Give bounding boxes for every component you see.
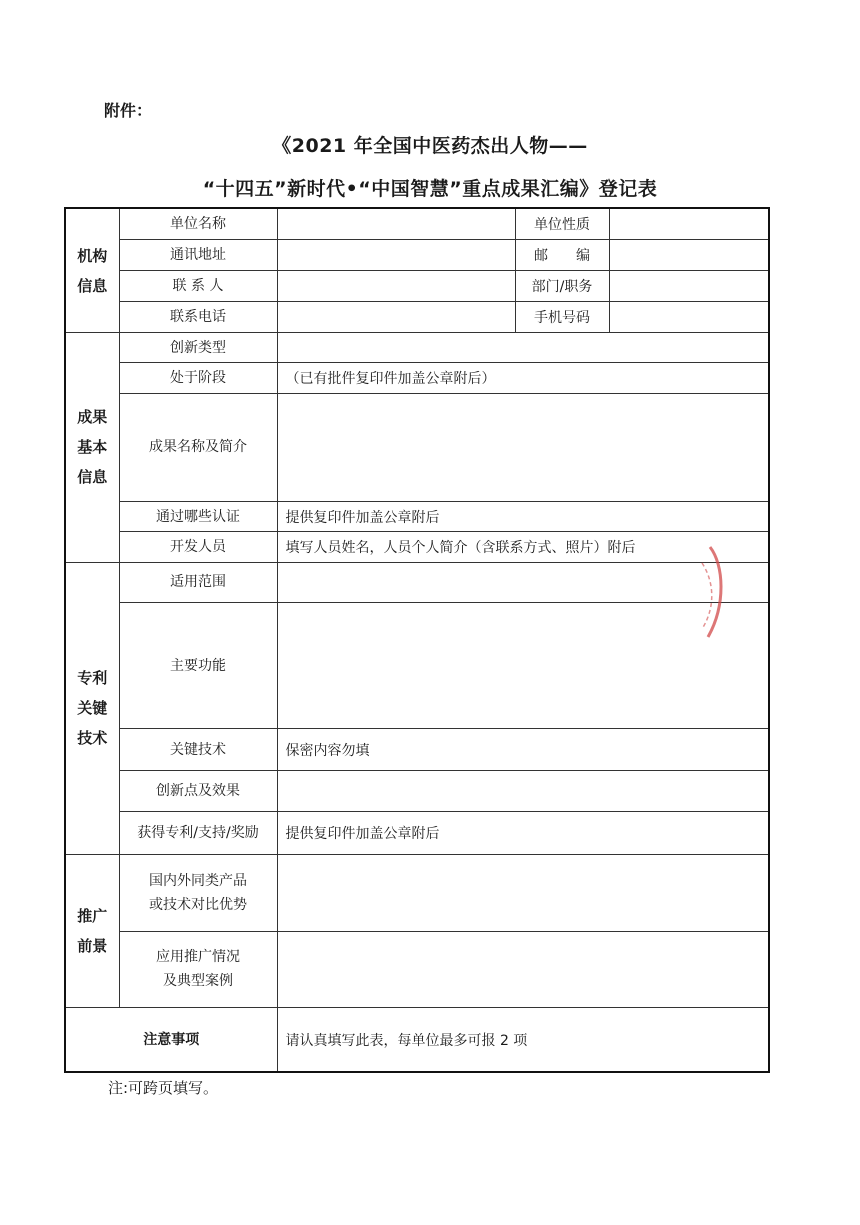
- patents-awards-label: 获得专利/支持/奖励: [119, 811, 277, 854]
- main-function-field[interactable]: [277, 602, 769, 729]
- table-row: [65, 855, 769, 931]
- innovation-effect-field[interactable]: [277, 770, 769, 811]
- section-basic-info: 成果 基本 信息: [65, 333, 119, 562]
- innovation-type-label: 创新类型: [119, 333, 277, 363]
- section-key-tech: 专利 关键 技术: [65, 562, 119, 855]
- table-row: [65, 602, 769, 729]
- address-field[interactable]: [277, 239, 515, 270]
- comparison-field[interactable]: [277, 855, 769, 931]
- postcode-label: 邮 编: [515, 239, 609, 270]
- innovation-effect-label: 创新点及效果: [119, 770, 277, 811]
- developers-field[interactable]: 填写人员姓名，人员个人简介（含联系方式、照片）附后: [277, 532, 769, 562]
- table-row: [65, 1008, 769, 1072]
- address-label: 通讯地址: [119, 239, 277, 270]
- table-row: [65, 208, 769, 239]
- developers-label: 开发人员: [119, 532, 277, 562]
- section-promotion: 推广 前景: [65, 855, 119, 1008]
- table-row: [65, 770, 769, 811]
- certification-label: 通过哪些认证: [119, 502, 277, 532]
- achievement-name-label: 成果名称及简介: [119, 393, 277, 502]
- form-title-line1: 《2021 年全国中医药杰出人物——: [272, 135, 588, 157]
- scope-field[interactable]: [277, 562, 769, 602]
- registration-form-table: [64, 207, 770, 1073]
- unit-nature-label: 单位性质: [515, 208, 609, 239]
- stage-label: 处于阶段: [119, 363, 277, 393]
- table-row: [65, 931, 769, 1007]
- table-row: [65, 239, 769, 270]
- department-label: 部门/职务: [515, 270, 609, 301]
- table-row: [65, 302, 769, 333]
- table-row: [65, 729, 769, 770]
- unit-nature-field[interactable]: [609, 208, 769, 239]
- certification-field[interactable]: 提供复印件加盖公章附后: [277, 502, 769, 532]
- key-tech-label: 关键技术: [119, 729, 277, 770]
- application-cases-field[interactable]: [277, 931, 769, 1007]
- main-function-label: 主要功能: [119, 602, 277, 729]
- mobile-label: 手机号码: [515, 302, 609, 333]
- phone-label: 联系电话: [119, 302, 277, 333]
- table-row: [65, 363, 769, 393]
- innovation-type-field[interactable]: [277, 333, 769, 363]
- table-row: [65, 270, 769, 301]
- patents-awards-field[interactable]: 提供复印件加盖公章附后: [277, 811, 769, 854]
- table-row: [65, 562, 769, 602]
- phone-field[interactable]: [277, 302, 515, 333]
- table-row: [65, 333, 769, 363]
- table-row: [65, 393, 769, 502]
- table-row: [65, 502, 769, 532]
- notice-label: 注意事项: [65, 1008, 277, 1072]
- key-tech-field[interactable]: 保密内容勿填: [277, 729, 769, 770]
- mobile-field[interactable]: [609, 302, 769, 333]
- section-org-info: 机构 信息: [65, 208, 119, 333]
- scope-label: 适用范围: [119, 562, 277, 602]
- department-field[interactable]: [609, 270, 769, 301]
- contact-person-field[interactable]: [277, 270, 515, 301]
- postcode-field[interactable]: [609, 239, 769, 270]
- unit-name-field[interactable]: [277, 208, 515, 239]
- comparison-label: 国内外同类产品 或技术对比优势: [119, 855, 277, 931]
- stage-field[interactable]: （已有批件复印件加盖公章附后）: [277, 363, 769, 393]
- footnote: 注:可跨页填写。: [108, 1079, 219, 1097]
- notice-text: 请认真填写此表，每单位最多可报 2 项: [277, 1008, 769, 1072]
- table-row: [65, 532, 769, 562]
- table-row: [65, 811, 769, 854]
- achievement-name-field[interactable]: [277, 393, 769, 502]
- unit-name-label: 单位名称: [119, 208, 277, 239]
- attachment-label: 附件：: [104, 101, 153, 120]
- form-title-line2: “十四五”新时代•“中国智慧”重点成果汇编》登记表: [202, 178, 658, 200]
- application-cases-label: 应用推广情况 及典型案例: [119, 931, 277, 1007]
- contact-person-label: 联 系 人: [119, 270, 277, 301]
